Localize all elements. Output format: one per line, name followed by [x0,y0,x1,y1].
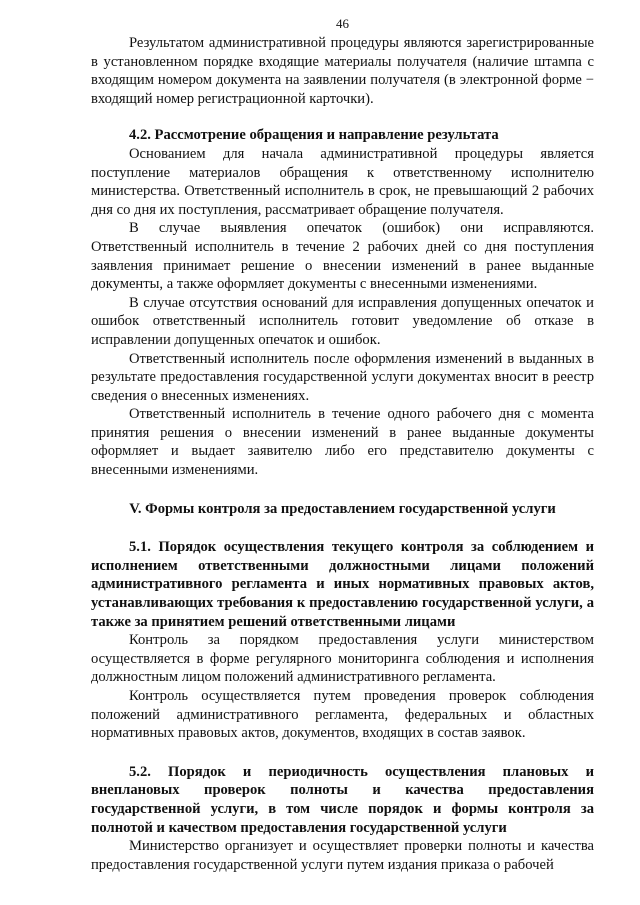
heading-5-1: 5.1. Порядок осуществления текущего контроля за соблюдением и исполнением ответственными должностными лицами положений административного регламента и иных нормативных правовых актов, устанавливающих требования к предоставлению государственной услуги, а также за принятием решений ответственными лицами [91,539,594,630]
paragraph-refusal-notice: В случае отсутствия оснований для исправления допущенных опечаток и ошибок ответственный исполнитель готовит уведомление об отказе в исправлении допущенных опечаток и ошибок. [91,294,594,348]
heading-4-2: 4.2. Рассмотрение обращения и направление результата [129,127,499,144]
page-number: 46 [336,16,349,31]
document-page [91,16,594,874]
paragraph-documents-issue: Ответственный исполнитель в течение одного рабочего дня с момента принятия решения о внесении изменений в ранее выданные документы оформляет и выдает заявителю либо его представителю документы с внесенными изменениями. [91,406,594,479]
paragraph-registry-update: Ответственный исполнитель после оформления изменений в выданных в результате предоставления государственной услуги документах вносит в реестр сведения о внесенных изменениях. [91,350,594,404]
paragraph-monitoring-control: Контроль за порядком предоставления услуги министерством осуществляется в форме регулярного мониторинга соблюдения и исполнения должностным лицом положений административного регламента. [91,632,594,686]
paragraph-typo-correction: В случае выявления опечаток (ошибок) они исправляются. Ответственный исполнитель в течение 2 рабочих дней со дня поступления заявления принимает решение о внесении изменений в ранее выданные документы, а также оформляет документы с внесенными изменениями. [91,220,594,293]
paragraph-ministry-checks: Министерство организует и осуществляет проверки полноты и качества предоставления государственной услуги путем издания приказа о рабочей [91,838,594,873]
paragraph-result-registration: Результатом административной процедуры являются зарегистрированные в установленном порядке входящие материалы получателя (наличие штампа с входящим номером документа на заявлении получателя (в электронной форме − входящий номер регистрационной карточки). [91,35,594,107]
heading-section-v: V. Формы контроля за предоставлением государственной услуги [129,500,556,517]
heading-5-2: 5.2. Порядок и периодичность осуществления плановых и внеплановых проверок полноты и качества предоставления государственной услуги, в том числе порядок и формы контроля за полнотой и качеством предоставления государственной услуги [91,763,594,836]
paragraph-procedure-basis: Основанием для начала административной процедуры является поступление материалов обращения к ответственному исполнителю министерства. Ответственный исполнитель в срок, не превышающий 2 рабочих дня со дня их поступления, рассматривает обращение получателя. [91,145,594,218]
paragraph-inspections: Контроль осуществляется путем проведения проверок соблюдения положений административного регламента, федеральных и областных нормативных правовых актов, документов, входящих в состав заявок. [91,688,594,742]
